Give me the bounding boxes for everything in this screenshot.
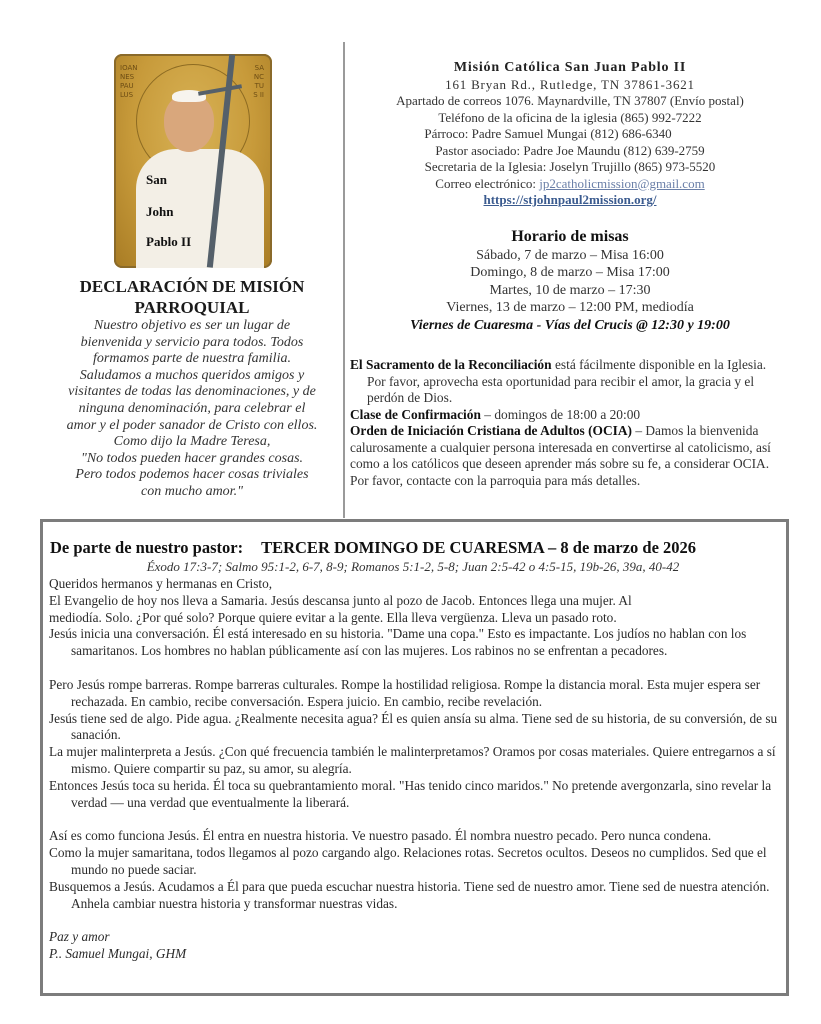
pastor-letter-label: De parte de nuestro pastor:: [50, 538, 244, 557]
icon-label-line-1: San: [146, 172, 167, 187]
reconciliation-info: [350, 357, 775, 407]
mission-line: visitantes de todas las denominaciones, y de: [68, 384, 316, 400]
mass-item: Domingo, 8 de marzo – Misa 17:00: [470, 265, 670, 280]
mission-statement-body: [42, 318, 342, 501]
letter-paragraph: Pero Jesús rompe barreras. Rompe barreras culturales. Rompe la hostilidad religiosa. Rompe la distancia moral. Esta mujer espera ser rechazada. En cambio, recibe conversación. Espera juicio. En cambio, recibe revelación.: [49, 676, 761, 709]
mission-line: Pero todos podemos hacer cosas triviales: [75, 467, 309, 483]
pastor-letter-title: TERCER DOMINGO DE CUARESMA – 8 de marzo de 2026: [261, 538, 697, 557]
letter-paragraph: Así es como funciona Jesús. Él entra en nuestra historia. Ve nuestro pasado. Él nombra nuestro pecado. Pero nunca condena.: [49, 828, 712, 844]
lent-stations-of-cross: Viernes de Cuaresma - Vías del Crucis @ 12:30 y 19:00: [410, 317, 730, 333]
column-divider: [343, 42, 345, 518]
saint-john-paul-ii-icon-image: [114, 54, 272, 268]
letter-paragraph: Jesús tiene sed de algo. Pide agua. ¿Realmente necesita agua? Él es quien ansía su alma. Tiene sed de su historia, de su conversión, de su sanación.: [49, 710, 778, 743]
email-row: [350, 176, 790, 193]
face-shape: [164, 94, 214, 152]
letter-greeting: Queridos hermanos y hermanas en Cristo,: [49, 576, 273, 591]
letter-line: mediodía. Solo. ¿Por qué solo? Porque quiere evitar a la gente. Ella lleva vergüenza. Lleva un pasado roto.: [49, 609, 617, 625]
letter-signature: P.. Samuel Mungai, GHM: [49, 946, 187, 962]
secretary-contact: Secretaria de la Iglesia: Joselyn Trujillo (865) 973-5520: [424, 159, 716, 174]
letter-paragraph: Busquemos a Jesús. Acudamos a Él para que pueda escuchar nuestra historia. Tiene sed de nuestro amor. Tiene sed de nuestra atención. Anhela cambiar nuestra historia y transformar nuestras vidas.: [49, 878, 770, 911]
mission-line: "No todos pueden hacer grandes cosas.: [80, 450, 304, 466]
mission-line: formamos parte de nuestra familia.: [93, 351, 291, 367]
letter-paragraph: Como la mujer samaritana, todos llegamos al pozo cargando algo. Relaciones rotas. Secretos ocultos. Deseos no cumplidos. Sed que el mundo no puede saciar.: [49, 845, 767, 877]
mission-line: Saludamos a muchos queridos amigos y: [79, 367, 305, 383]
icon-label-line-3: Pablo II: [146, 234, 192, 249]
pastor-letter-body: [49, 576, 779, 963]
mass-item: Viernes, 13 de marzo – 12:00 PM, mediodía: [446, 300, 694, 315]
mission-line: con mucho amor.": [141, 483, 243, 499]
po-box: Apartado de correos 1076. Maynardville, TN 37807 (Envío postal): [396, 93, 744, 108]
parish-address: 161 Bryan Rd., Rutledge, TN 37861-3621: [445, 76, 695, 92]
associate-pastor-contact: Pastor asociado: Padre Joe Maundu (812) 639-2759: [435, 142, 705, 158]
confirmation-heading: Clase de Confirmación: [350, 406, 481, 422]
letter-paragraph: Jesús inicia una conversación. Él está interesado en su historia. "Dame una copa." Esto es impactante. Los judíos no hablan con los samaritanos. Los hombres no hablan públicamente así con las mujeres. Los rabinos no se enfrentan a pecadores.: [49, 626, 747, 659]
mission-line: ninguna denominación, para celebrar el: [78, 400, 306, 416]
ocia-info: [350, 423, 775, 489]
mass-item: Sábado, 7 de marzo – Misa 16:00: [476, 247, 664, 263]
mission-statement-title: DECLARACIÓN DE MISIÓN PARROQUIAL: [79, 277, 305, 317]
scripture-readings: Éxodo 17:3-7; Salmo 95:1-2, 6-7, 8-9; Romanos 5:1-2, 5-8; Juan 2:5-42 o 4:5-15, 19b-26, 39a, 40-42: [146, 559, 680, 574]
ocia-text: – Damos la bienvenida calurosamente a cualquier persona interesada en convertirse al catolicismo, así como a los católicos que deseen aprender más sobre su fe, a considerar OCIA. Por favor, contacte con la parroquia para más detalles.: [350, 423, 771, 488]
email-link[interactable]: jp2catholicmission@gmail.com: [539, 175, 705, 191]
parish-name: Misión Católica San Juan Pablo II: [453, 60, 687, 75]
office-phone: Teléfono de la oficina de la iglesia (865) 992-7222: [438, 109, 702, 125]
confirmation-info: [350, 407, 775, 424]
letter-paragraph: Entonces Jesús toca su herida. Él toca su quebrantamiento moral. "Has tenido cinco maridos." No pretende avergonzarla, sino revelar la verdad — una verdad que eventualmente la liberará.: [49, 777, 772, 810]
confirmation-text: – domingos de 18:00 a 20:00: [480, 406, 641, 422]
pastor-letter-box: [40, 519, 789, 996]
letter-closing: Paz y amor: [49, 929, 110, 945]
mass-schedule: [350, 228, 790, 334]
mass-item: Martes, 10 de marzo – 17:30: [489, 282, 651, 298]
pastor-contact: Párroco: Padre Samuel Mungai (812) 686-6340: [424, 126, 672, 141]
mission-line: Como dijo la Madre Teresa,: [113, 434, 271, 450]
parish-contact-block: [350, 60, 790, 209]
mission-line: bienvenida y servicio para todos. Todos: [80, 334, 304, 350]
reconciliation-heading: El Sacramento de la Reconciliación: [350, 357, 552, 372]
sacraments-block: [350, 357, 775, 489]
letter-line: El Evangelio de hoy nos lleva a Samaria. Jesús descansa junto al pozo de Jacob. Entonces llega una mujer. Al: [49, 592, 632, 608]
icon-right-inscription: SA NC TU S II: [253, 64, 264, 99]
mass-schedule-title: Horario de misas: [511, 228, 629, 245]
email-label: Correo electrónico:: [435, 175, 540, 191]
website-link[interactable]: https://stjohnpaul2mission.org/: [483, 192, 657, 207]
pastor-letter-heading: [50, 538, 790, 558]
letter-paragraph: La mujer malinterpreta a Jesús. ¿Con qué frecuencia también le malinterpretamos? Oramos por cosas materiales. Quiere entregarnos a sí mismo. Quiere compartir su paz, su amor, su alegría.: [49, 744, 776, 776]
ocia-heading: Orden de Iniciación Cristiana de Adultos (OCIA): [350, 423, 632, 438]
reconciliation-text: está fácilmente disponible en la Iglesia. Por favor, aprovecha esta oportunidad para recibir el amor, la gracia y el perdón de Dios.: [367, 357, 767, 405]
icon-label-line-2: John: [146, 204, 174, 219]
mission-line: amor y el poder sanador de Cristo con ellos.: [66, 417, 318, 433]
mission-line: Nuestro objetivo es ser un lugar de: [93, 318, 291, 333]
icon-left-inscription: IOAN NES PAU LUS: [120, 64, 138, 99]
